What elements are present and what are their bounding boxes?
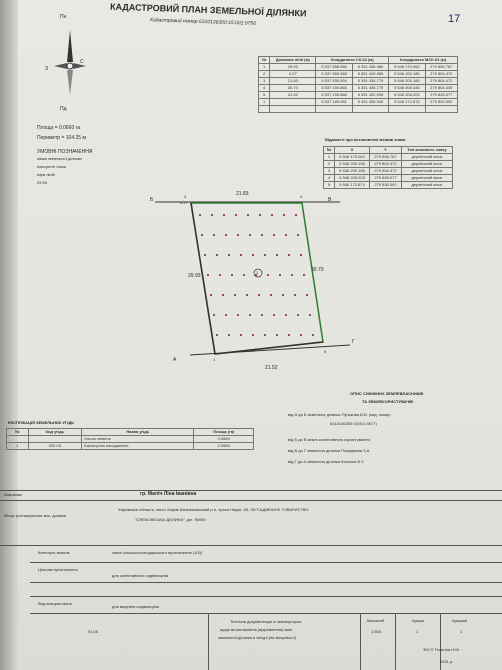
compass-label-east: С xyxy=(80,59,84,65)
date-value: 01.06 xyxy=(88,629,99,634)
compass-label-south: Пд xyxy=(60,106,67,112)
cadastral-number: Кадастровий номер 6310136300:15:001:0756 xyxy=(149,17,257,27)
page-number: 17 xyxy=(448,13,461,25)
scale-label: Масштаб xyxy=(367,618,385,623)
purpose-value: для колективного садівництва xyxy=(112,573,169,578)
legend-boundary: межа земельної ділянки xyxy=(37,156,82,161)
tech-doc-line-3: земельної ділянки в натурі (на місцевості) xyxy=(218,635,296,640)
neighbour-4: від Г до А земельна ділянка Колочка В.У. xyxy=(288,459,365,464)
author-text: ФО-П Тєлєгіна Н.М. xyxy=(423,647,460,652)
purpose-label: Цільове призначення xyxy=(38,567,78,572)
document-title: КАДАСТРОВИЙ ПЛАН ЗЕМЕЛЬНОЇ ДІЛЯНКИ xyxy=(109,1,307,19)
explication-table: № Код угідь Назва угідь Площа (га) Усього земель 0.0660 1 002.03 Багаторічні насадження 0.0660 xyxy=(6,428,254,450)
side-right-length: 30.70 xyxy=(311,267,324,273)
neighbour-2: від Б до В землі колективного користування xyxy=(288,437,370,442)
use-value: для ведення садівництва xyxy=(112,604,159,609)
neighbours-title-2: ТА ЗЕМЛЕКОРИСТУВАЧІВ xyxy=(362,399,414,404)
neighbour-3: від В до Г земельна ділянка Пожидаєва З.А. xyxy=(288,448,371,453)
side-top-length: 21.83 xyxy=(236,191,249,197)
use-label: Вид використання xyxy=(38,601,72,606)
compass-north-arrow xyxy=(67,30,73,62)
sheet-label: Аркуш xyxy=(412,618,424,623)
land-category-label: Категорія земель xyxy=(38,550,70,555)
legend-title: УМОВНІ ПОЗНАЧЕННЯ xyxy=(37,149,93,155)
compass-rose xyxy=(40,10,100,115)
plan-point-3: 3 xyxy=(184,194,187,199)
page-edge-shadow xyxy=(0,0,18,670)
compass-west-arrow xyxy=(54,63,67,69)
perimeter-text: Периметр = 104.25 м xyxy=(37,135,86,141)
area-text: Площа = 0.0660 га xyxy=(37,125,81,131)
legend-line-length: міри ліній xyxy=(37,172,55,177)
year-text: 2021 р. xyxy=(440,659,454,664)
legend-sample-number: 29.93 xyxy=(37,180,48,185)
boundary-points-table: № X Y Тип межового знаку 1 5 546 170.062 279 806.767 дерев'яний кілок 2 5 546 200.185 279 804.472 дерев'яний кілок 3 5 546 200.185 279 804.472 дерев'яний кілок 4 5 546 205.203 279 828.077 дерев'яний кілок 5 5 546 172.874 279 830.092 дерев'яний кілок xyxy=(323,146,453,189)
tech-doc-line-2: щодо встановлення (відновлення) меж xyxy=(220,627,293,632)
side-left-length: 29.93 xyxy=(188,273,201,279)
neighbour-1: від А до Б земельна ділянка Пунькова В.В. (кад. номер xyxy=(288,412,391,417)
neighbours-title-1: ОПИС СУМІЖНИХ ЗЕМЛЕВЛАСНИКІВ xyxy=(350,391,424,396)
tech-doc-line-1: Технічна документація із землеустрою xyxy=(230,619,302,624)
legend-turn-points: поворотні точки xyxy=(37,164,67,169)
parcel-plan xyxy=(150,190,360,380)
sheets-value: 1 xyxy=(460,629,463,634)
owner-label: Замовник xyxy=(4,492,22,497)
plan-label-v: В xyxy=(328,197,332,203)
plan-label-b: Б xyxy=(150,197,154,203)
compass-south-arrow xyxy=(67,70,73,95)
coordinates-table: № Довжина лінії (м) Координати СК-63 (м) Координати МСК-63 (м) 1 29.93 5 537 558.555 5 351 436.480 5 546 170.062 279 806.767 2 0.27 5 537 559.565 5 351 440.565 5 546 200.185 279 804.472 3 21.83 5 537 539.904 5 351 436.775 5 546 200.185 279 804.472 4 30.70 5 537 190.865 5 351 436.775 5 546 208.446 279 804.435 5 21.52 5 537 190.865 5 351 452.005 5 546 205.203 279 828.077 1 5 537 189.961 5 351 458.945 5 546 172.874 279 830.092 xyxy=(258,56,458,113)
location-line-2: "ОЛЕКСІЇВСЬКА ДОЛИНА", діл. №594 xyxy=(135,517,206,522)
compass-label-west: З xyxy=(45,66,49,72)
owner-name: гр. Маліч Ліна Іванівна xyxy=(140,491,197,497)
plan-offset: 0.27 xyxy=(180,200,188,205)
orchard-pattern xyxy=(199,214,314,336)
plan-point-5: 5 xyxy=(324,349,327,354)
scale-value: 1:500 xyxy=(371,629,382,634)
plan-point-4: 4 xyxy=(300,194,303,199)
boundary-points-title: Відомості про встановлені межові знаки xyxy=(325,137,406,142)
sheet-value: 1 xyxy=(416,629,419,634)
location-label: Місце розташування зем. ділянки xyxy=(4,513,67,518)
sheets-label: Аркушів xyxy=(452,618,467,623)
land-category-value: землі сільськогосподарського призначення (100) xyxy=(112,550,203,555)
location-line-1: Харківська область, місто Харків Шевченківський р-н, просп.Науки, 65, ОК"САДІВНИЧЕ ТОВАРИСТВО xyxy=(118,507,309,512)
compass-label-north: Пн xyxy=(60,14,67,20)
plot-index: 1 xyxy=(256,270,259,275)
plan-label-g: Г xyxy=(352,339,355,345)
side-bottom-length: 21.52 xyxy=(265,365,278,371)
plan-label-a: А xyxy=(173,357,177,363)
neighbour-1-cont: 6310136300:15:001:0677) xyxy=(330,421,377,426)
plan-point-1: 1 xyxy=(213,357,216,362)
explication-title: ЕКСПЛІКАЦІЯ ЗЕМЕЛЬНИХ УГІДЬ xyxy=(8,420,75,425)
